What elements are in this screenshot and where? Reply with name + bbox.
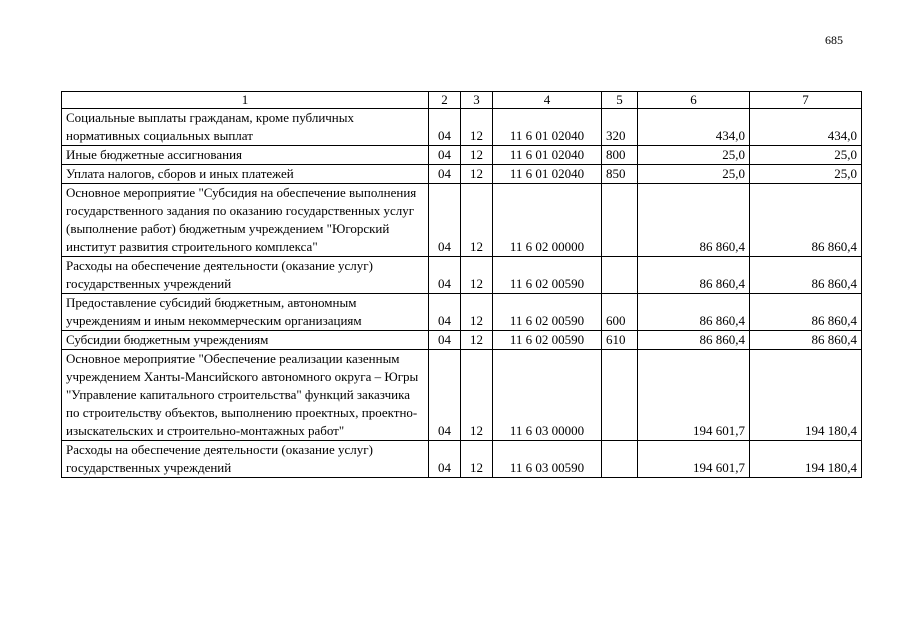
cell-expense-type: 800	[602, 146, 638, 165]
cell-name: Основное мероприятие "Обеспечение реализации казенным учреждением Ханты-Мансийского автономного округа – Югры "Управление капитального строительства" функций заказчика по строительству объектов, выполнению проектных, проектно-изыскательских и строительно-монтажных работ"	[62, 350, 429, 441]
col-header-7: 7	[750, 92, 862, 109]
cell-amount-1: 86 860,4	[638, 294, 750, 331]
cell-target-article: 11 6 01 02040	[493, 146, 602, 165]
col-header-1: 1	[62, 92, 429, 109]
cell-section: 04	[429, 257, 461, 294]
cell-target-article: 11 6 02 00590	[493, 331, 602, 350]
cell-target-article: 11 6 02 00590	[493, 294, 602, 331]
cell-amount-1: 86 860,4	[638, 257, 750, 294]
cell-section: 04	[429, 184, 461, 257]
cell-subsection: 12	[461, 294, 493, 331]
col-header-2: 2	[429, 92, 461, 109]
cell-section: 04	[429, 109, 461, 146]
page-number: 685	[825, 33, 843, 47]
cell-amount-1: 194 601,7	[638, 441, 750, 478]
cell-expense-type: 850	[602, 165, 638, 184]
cell-expense-type: 610	[602, 331, 638, 350]
cell-amount-1: 86 860,4	[638, 331, 750, 350]
budget-table	[61, 91, 862, 478]
cell-amount-2: 194 180,4	[750, 441, 862, 478]
cell-subsection: 12	[461, 331, 493, 350]
cell-name: Иные бюджетные ассигнования	[62, 146, 429, 165]
cell-amount-2: 25,0	[750, 146, 862, 165]
table-row	[62, 441, 862, 478]
cell-expense-type: 600	[602, 294, 638, 331]
table-row	[62, 331, 862, 350]
cell-target-article: 11 6 01 02040	[493, 109, 602, 146]
cell-subsection: 12	[461, 184, 493, 257]
cell-amount-2: 25,0	[750, 165, 862, 184]
cell-target-article: 11 6 02 00000	[493, 184, 602, 257]
cell-section: 04	[429, 441, 461, 478]
cell-section: 04	[429, 146, 461, 165]
cell-section: 04	[429, 350, 461, 441]
cell-section: 04	[429, 294, 461, 331]
table-row	[62, 184, 862, 257]
cell-section: 04	[429, 331, 461, 350]
cell-amount-2: 434,0	[750, 109, 862, 146]
cell-amount-2: 86 860,4	[750, 331, 862, 350]
table-row	[62, 165, 862, 184]
col-header-3: 3	[461, 92, 493, 109]
cell-amount-1: 25,0	[638, 146, 750, 165]
cell-name: Уплата налогов, сборов и иных платежей	[62, 165, 429, 184]
cell-amount-2: 86 860,4	[750, 257, 862, 294]
cell-name: Социальные выплаты гражданам, кроме публичных нормативных социальных выплат	[62, 109, 429, 146]
cell-amount-1: 25,0	[638, 165, 750, 184]
cell-subsection: 12	[461, 109, 493, 146]
col-header-5: 5	[602, 92, 638, 109]
cell-target-article: 11 6 02 00590	[493, 257, 602, 294]
table-row	[62, 294, 862, 331]
col-header-6: 6	[638, 92, 750, 109]
cell-expense-type	[602, 441, 638, 478]
cell-name: Расходы на обеспечение деятельности (оказание услуг) государственных учреждений	[62, 441, 429, 478]
cell-amount-1: 434,0	[638, 109, 750, 146]
cell-amount-1: 86 860,4	[638, 184, 750, 257]
cell-subsection: 12	[461, 257, 493, 294]
table-row	[62, 350, 862, 441]
cell-name: Субсидии бюджетным учреждениям	[62, 331, 429, 350]
table-row	[62, 146, 862, 165]
cell-subsection: 12	[461, 165, 493, 184]
cell-target-article: 11 6 03 00590	[493, 441, 602, 478]
cell-name: Расходы на обеспечение деятельности (оказание услуг) государственных учреждений	[62, 257, 429, 294]
cell-section: 04	[429, 165, 461, 184]
cell-name: Основное мероприятие "Субсидия на обеспечение выполнения государственного задания по оказанию государственных услуг (выполнение работ) бюджетным учреждением "Югорский институт развития строительного комплекса"	[62, 184, 429, 257]
cell-expense-type	[602, 257, 638, 294]
cell-expense-type: 320	[602, 109, 638, 146]
header-row	[62, 92, 862, 109]
cell-subsection: 12	[461, 441, 493, 478]
table-row	[62, 109, 862, 146]
cell-subsection: 12	[461, 350, 493, 441]
cell-target-article: 11 6 01 02040	[493, 165, 602, 184]
cell-amount-2: 194 180,4	[750, 350, 862, 441]
cell-amount-2: 86 860,4	[750, 184, 862, 257]
cell-amount-2: 86 860,4	[750, 294, 862, 331]
col-header-4: 4	[493, 92, 602, 109]
cell-amount-1: 194 601,7	[638, 350, 750, 441]
cell-expense-type	[602, 350, 638, 441]
cell-target-article: 11 6 03 00000	[493, 350, 602, 441]
cell-name: Предоставление субсидий бюджетным, автономным учреждениям и иным некоммерческим организациям	[62, 294, 429, 331]
table-row	[62, 257, 862, 294]
cell-subsection: 12	[461, 146, 493, 165]
cell-expense-type	[602, 184, 638, 257]
